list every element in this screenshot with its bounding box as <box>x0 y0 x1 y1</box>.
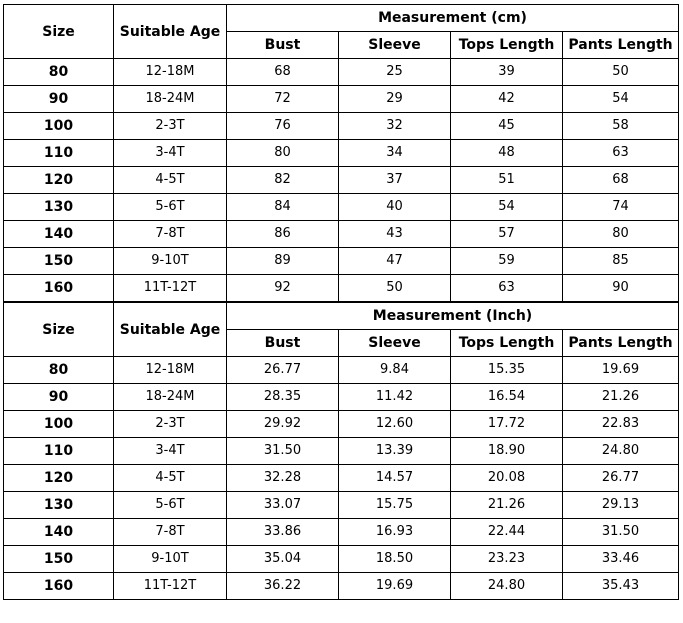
bust-cell: 86 <box>227 221 339 248</box>
sleeve-header: Sleeve <box>339 32 451 59</box>
size-cell: 80 <box>4 357 114 384</box>
table-row <box>4 546 679 573</box>
table-row <box>4 194 679 221</box>
size-header: Size <box>4 302 114 357</box>
pants-length-cell: 54 <box>563 86 679 113</box>
table-row <box>4 221 679 248</box>
size-cell: 80 <box>4 59 114 86</box>
sleeve-cell: 13.39 <box>339 438 451 465</box>
sleeve-cell: 14.57 <box>339 465 451 492</box>
table-row <box>4 492 679 519</box>
age-cell: 7-8T <box>114 519 227 546</box>
age-cell: 9-10T <box>114 546 227 573</box>
size-chart <box>3 4 678 619</box>
sleeve-cell: 37 <box>339 167 451 194</box>
tops-length-cell: 16.54 <box>451 384 563 411</box>
size-header: Size <box>4 5 114 59</box>
size-cell: 90 <box>4 384 114 411</box>
sleeve-cell: 47 <box>339 248 451 275</box>
age-cell: 12-18M <box>114 59 227 86</box>
tops-length-cell: 39 <box>451 59 563 86</box>
sleeve-cell: 40 <box>339 194 451 221</box>
bust-cell: 31.50 <box>227 438 339 465</box>
bust-cell: 28.35 <box>227 384 339 411</box>
table-row <box>4 465 679 492</box>
pants-length-cell: 58 <box>563 113 679 140</box>
table-row <box>4 113 679 140</box>
table-row <box>4 519 679 546</box>
pants-length-cell: 21.26 <box>563 384 679 411</box>
size-cell: 140 <box>4 519 114 546</box>
size-cell: 100 <box>4 411 114 438</box>
sleeve-cell: 15.75 <box>339 492 451 519</box>
age-cell: 2-3T <box>114 411 227 438</box>
sleeve-header: Sleeve <box>339 330 451 357</box>
bust-cell: 33.86 <box>227 519 339 546</box>
table-row <box>4 384 679 411</box>
age-cell: 5-6T <box>114 492 227 519</box>
size-cell: 130 <box>4 492 114 519</box>
bust-cell: 92 <box>227 275 339 303</box>
age-header: Suitable Age <box>114 302 227 357</box>
bust-cell: 82 <box>227 167 339 194</box>
age-cell: 5-6T <box>114 194 227 221</box>
bust-cell: 80 <box>227 140 339 167</box>
bust-cell: 36.22 <box>227 573 339 600</box>
table-row <box>4 140 679 167</box>
table-row <box>4 59 679 86</box>
tops-length-cell: 15.35 <box>451 357 563 384</box>
tops-length-cell: 42 <box>451 86 563 113</box>
age-header: Suitable Age <box>114 5 227 59</box>
table-row <box>4 275 679 303</box>
sleeve-cell: 50 <box>339 275 451 303</box>
sleeve-cell: 18.50 <box>339 546 451 573</box>
table-row <box>4 573 679 600</box>
bust-cell: 72 <box>227 86 339 113</box>
measurement-group-header: Measurement (cm) <box>227 5 679 32</box>
sleeve-cell: 19.69 <box>339 573 451 600</box>
size-table-body <box>4 5 679 600</box>
bust-header: Bust <box>227 32 339 59</box>
pants-length-cell: 63 <box>563 140 679 167</box>
sleeve-cell: 43 <box>339 221 451 248</box>
bust-cell: 26.77 <box>227 357 339 384</box>
size-cell: 100 <box>4 113 114 140</box>
tops-length-cell: 20.08 <box>451 465 563 492</box>
tops-length-cell: 22.44 <box>451 519 563 546</box>
size-cell: 90 <box>4 86 114 113</box>
size-cell: 160 <box>4 573 114 600</box>
size-cell: 110 <box>4 140 114 167</box>
age-cell: 11T-12T <box>114 275 227 303</box>
pants-length-cell: 74 <box>563 194 679 221</box>
age-cell: 7-8T <box>114 221 227 248</box>
size-cell: 120 <box>4 465 114 492</box>
header-row-inch <box>4 302 679 330</box>
table-row <box>4 248 679 275</box>
tops-length-cell: 51 <box>451 167 563 194</box>
size-table <box>3 4 679 600</box>
bust-cell: 35.04 <box>227 546 339 573</box>
tops-length-cell: 59 <box>451 248 563 275</box>
pants-length-cell: 26.77 <box>563 465 679 492</box>
age-cell: 3-4T <box>114 140 227 167</box>
bust-cell: 68 <box>227 59 339 86</box>
bust-cell: 32.28 <box>227 465 339 492</box>
table-row <box>4 357 679 384</box>
bust-cell: 84 <box>227 194 339 221</box>
pants-length-cell: 68 <box>563 167 679 194</box>
tops-length-cell: 63 <box>451 275 563 303</box>
tops-length-cell: 57 <box>451 221 563 248</box>
tops-length-cell: 48 <box>451 140 563 167</box>
table-row <box>4 438 679 465</box>
age-cell: 12-18M <box>114 357 227 384</box>
size-cell: 150 <box>4 248 114 275</box>
age-cell: 4-5T <box>114 167 227 194</box>
pants-length-cell: 29.13 <box>563 492 679 519</box>
bust-cell: 33.07 <box>227 492 339 519</box>
header-row-cm <box>4 5 679 32</box>
table-row <box>4 86 679 113</box>
pants-length-header: Pants Length <box>563 32 679 59</box>
tops-length-cell: 54 <box>451 194 563 221</box>
size-cell: 110 <box>4 438 114 465</box>
pants-length-cell: 85 <box>563 248 679 275</box>
tops-length-cell: 23.23 <box>451 546 563 573</box>
age-cell: 3-4T <box>114 438 227 465</box>
sleeve-cell: 32 <box>339 113 451 140</box>
pants-length-header: Pants Length <box>563 330 679 357</box>
pants-length-cell: 19.69 <box>563 357 679 384</box>
pants-length-cell: 50 <box>563 59 679 86</box>
age-cell: 18-24M <box>114 86 227 113</box>
tops-length-cell: 45 <box>451 113 563 140</box>
table-row <box>4 411 679 438</box>
age-cell: 18-24M <box>114 384 227 411</box>
pants-length-cell: 33.46 <box>563 546 679 573</box>
bust-cell: 29.92 <box>227 411 339 438</box>
sleeve-cell: 11.42 <box>339 384 451 411</box>
age-cell: 9-10T <box>114 248 227 275</box>
pants-length-cell: 90 <box>563 275 679 303</box>
age-cell: 2-3T <box>114 113 227 140</box>
sleeve-cell: 9.84 <box>339 357 451 384</box>
size-cell: 120 <box>4 167 114 194</box>
sleeve-cell: 12.60 <box>339 411 451 438</box>
age-cell: 11T-12T <box>114 573 227 600</box>
size-cell: 160 <box>4 275 114 303</box>
sleeve-cell: 29 <box>339 86 451 113</box>
age-cell: 4-5T <box>114 465 227 492</box>
bust-cell: 76 <box>227 113 339 140</box>
size-cell: 130 <box>4 194 114 221</box>
tops-length-header: Tops Length <box>451 330 563 357</box>
sleeve-cell: 16.93 <box>339 519 451 546</box>
measurement-group-header: Measurement (Inch) <box>227 302 679 330</box>
pants-length-cell: 35.43 <box>563 573 679 600</box>
pants-length-cell: 22.83 <box>563 411 679 438</box>
bust-header: Bust <box>227 330 339 357</box>
size-cell: 140 <box>4 221 114 248</box>
pants-length-cell: 24.80 <box>563 438 679 465</box>
pants-length-cell: 31.50 <box>563 519 679 546</box>
tops-length-cell: 24.80 <box>451 573 563 600</box>
sleeve-cell: 25 <box>339 59 451 86</box>
table-row <box>4 167 679 194</box>
sleeve-cell: 34 <box>339 140 451 167</box>
size-cell: 150 <box>4 546 114 573</box>
pants-length-cell: 80 <box>563 221 679 248</box>
tops-length-cell: 18.90 <box>451 438 563 465</box>
bust-cell: 89 <box>227 248 339 275</box>
tops-length-header: Tops Length <box>451 32 563 59</box>
tops-length-cell: 17.72 <box>451 411 563 438</box>
tops-length-cell: 21.26 <box>451 492 563 519</box>
